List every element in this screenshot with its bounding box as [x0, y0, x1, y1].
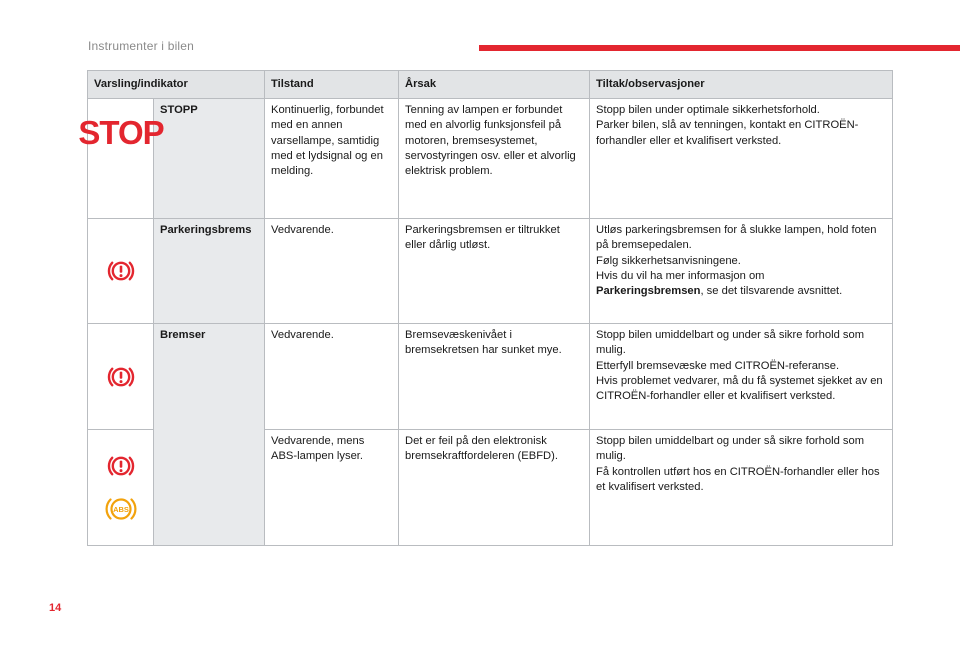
brake-warning-icon [105, 453, 137, 479]
indicator-icon-cell [88, 324, 154, 430]
action-cell: Stopp bilen umiddelbart og under så sikre forhold som mulig. Etterfyll bremsevæske med CITROËN-referanse. Hvis problemet vedvarer, må du få systemet sjekket av en CITROËN-forhandler eller et kvalifisert verksted. [590, 324, 893, 430]
table-row [88, 219, 893, 324]
action-line: Utløs parkeringsbremsen for å slukke lampen, hold foten på bremsepedalen. [596, 224, 877, 252]
cause-cell: Parkeringsbremsen er tiltrukket eller dårlig utløst. [399, 219, 590, 324]
cause-cell: Tenning av lampen er forbundet med en alvorlig funksjonsfeil på motoren, bremsesystemet, servostyringen osv. eller et alvorlig elektrisk problem. [399, 99, 590, 219]
table-row [88, 324, 893, 430]
column-header-cause: Årsak [399, 71, 590, 99]
action-line: Hvis du vil ha mer informasjon om [596, 269, 765, 282]
abs-warning-icon [103, 495, 139, 523]
indicator-icon-cell [88, 430, 154, 546]
header-accent-bar [479, 45, 960, 51]
action-line [596, 284, 886, 299]
action-cell: Stopp bilen umiddelbart og under så sikre forhold som mulig. Få kontrollen utført hos en CITROËN-forhandler eller hos et kvalifisert verksted. [590, 430, 893, 546]
table-row [88, 99, 893, 219]
state-cell: Vedvarende. [265, 219, 399, 324]
action-line: Følg sikkerhetsanvisningene. [596, 254, 741, 267]
indicator-icon-cell [77, 99, 164, 219]
cause-cell: Bremsevæskenivået i bremsekretsen har sunket mye. [399, 324, 590, 430]
brake-warning-icon [105, 364, 137, 390]
column-header-action: Tiltak/observasjoner [590, 71, 893, 99]
action-cell [590, 219, 893, 324]
svg-text:STOP: STOP [77, 114, 164, 151]
action-bold-ref: Parkeringsbremsen [596, 285, 701, 298]
state-cell: Kontinuerlig, forbundet med en annen varsellampe, samtidig med et lydsignal og en melding. [265, 99, 399, 219]
state-cell: Vedvarende, mens ABS-lampen lyser. [265, 430, 399, 546]
cause-cell: Det er feil på den elektronisk bremsekraftfordeleren (EBFD). [399, 430, 590, 546]
indicator-name: Parkeringsbrems [154, 219, 265, 324]
action-tail: , se det tilsvarende avsnittet. [700, 285, 843, 298]
action-cell: Stopp bilen under optimale sikkerhetsforhold. Parker bilen, slå av tenningen, kontakt en CITROËN-forhandler eller et kvalifisert verksted. [590, 99, 893, 219]
section-title: Instrumenter i bilen [88, 39, 195, 53]
svg-text:ABS: ABS [112, 504, 129, 514]
indicator-icon-cell [88, 219, 154, 324]
column-header-state: Tilstand [265, 71, 399, 99]
page-number: 14 [49, 602, 62, 614]
indicator-name: Bremser [154, 324, 265, 546]
indicator-name: STOPP [154, 99, 265, 219]
state-cell: Vedvarende. [265, 324, 399, 430]
warning-lights-table [77, 70, 893, 546]
stop-warning-icon [77, 114, 164, 151]
table-header-row [88, 71, 893, 99]
column-header-indicator: Varsling/indikator [88, 71, 265, 99]
brake-warning-icon [105, 258, 137, 284]
